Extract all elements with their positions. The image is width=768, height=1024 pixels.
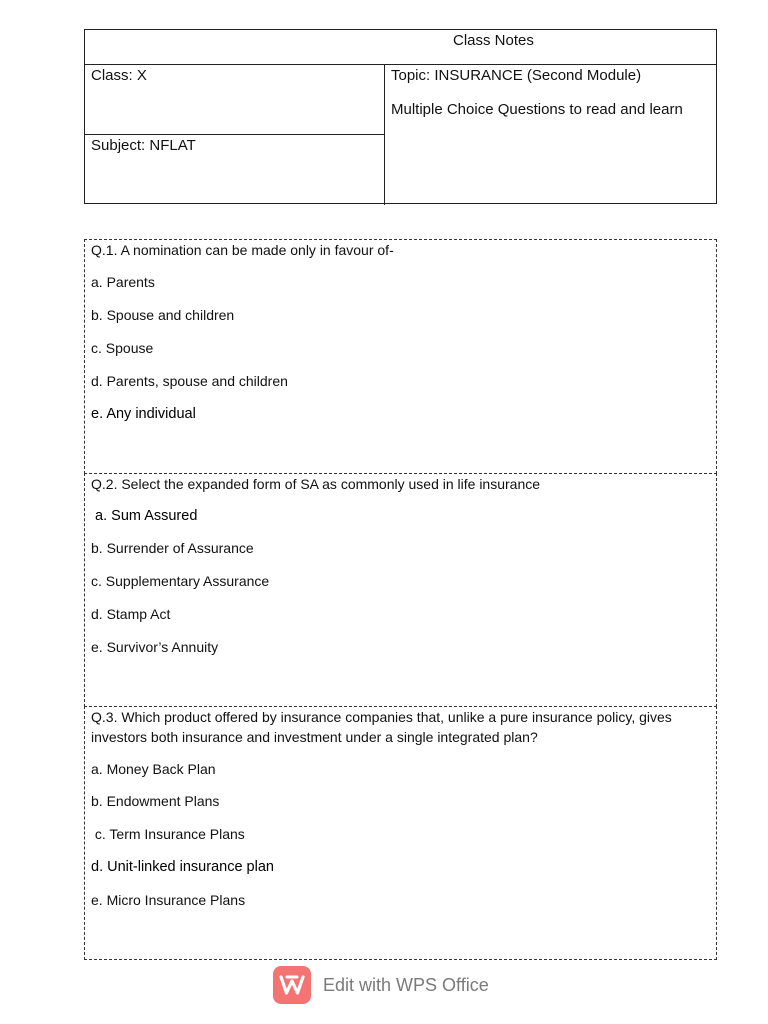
option-e: e. Any individual bbox=[91, 406, 196, 422]
wps-edit-label: Edit with WPS Office bbox=[323, 975, 489, 995]
class-cell bbox=[85, 65, 385, 135]
option-a: a. Sum Assured bbox=[91, 508, 198, 524]
option-b: b. Surrender of Assurance bbox=[91, 540, 254, 556]
option-a: a. Money Back Plan bbox=[91, 761, 216, 777]
option-a: a. Parents bbox=[91, 274, 155, 290]
topic-cell bbox=[385, 65, 718, 205]
option-e: e. Micro Insurance Plans bbox=[91, 892, 246, 908]
wps-watermark[interactable] bbox=[273, 966, 503, 1006]
title-row bbox=[85, 30, 716, 65]
class-label: Class: X bbox=[91, 67, 147, 84]
option-c: c. Spouse bbox=[91, 340, 154, 356]
subject-label: Subject: NFLAT bbox=[91, 137, 196, 154]
wps-logo-icon bbox=[273, 966, 311, 1004]
option-d: d. Parents, spouse and children bbox=[91, 373, 288, 389]
question-text: Q.3. Which product offered by insurance companies that, unlike a pure insurance policy, gives investors both insurance and investment under a single integrated plan? bbox=[91, 709, 672, 745]
question-box-2 bbox=[84, 473, 717, 707]
question-box-3 bbox=[84, 706, 717, 960]
question-text: Q.2. Select the expanded form of SA as commonly used in life insurance bbox=[91, 476, 541, 492]
option-c: c. Term Insurance Plans bbox=[91, 826, 245, 842]
question-text: Q.1. A nomination can be made only in favour of- bbox=[91, 242, 394, 258]
topic-label: Topic: INSURANCE (Second Module) bbox=[391, 67, 642, 84]
topic-note: Multiple Choice Questions to read and learn bbox=[391, 101, 683, 118]
option-d: d. Unit-linked insurance plan bbox=[91, 859, 274, 875]
option-b: b. Spouse and children bbox=[91, 307, 235, 323]
header-table bbox=[84, 29, 717, 204]
option-c: c. Supplementary Assurance bbox=[91, 573, 270, 589]
option-b: b. Endowment Plans bbox=[91, 793, 220, 809]
question-box-1 bbox=[84, 239, 717, 474]
subject-cell bbox=[85, 135, 385, 205]
page-title: Class Notes bbox=[453, 32, 534, 49]
option-d: d. Stamp Act bbox=[91, 606, 171, 622]
option-e: e. Survivor’s Annuity bbox=[91, 639, 219, 655]
